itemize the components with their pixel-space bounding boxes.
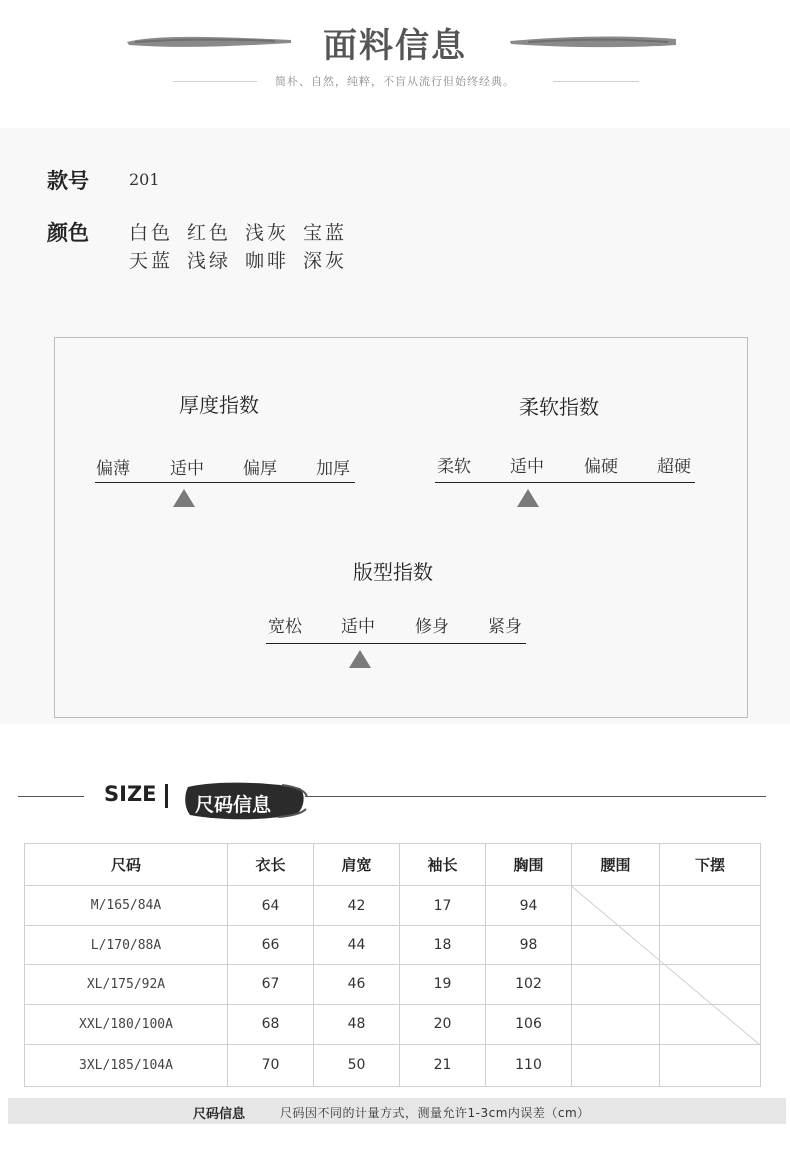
hem-cell: [660, 1004, 761, 1044]
size-divider-left: [18, 796, 84, 797]
softness-scale-line: [435, 482, 695, 483]
color-option: 宝蓝: [303, 222, 348, 244]
size-note-label: 尺码信息: [193, 1107, 246, 1122]
page-subtitle: 简朴、自然，纯粹，不盲从流行但始终经典。: [275, 75, 515, 88]
table-row: [25, 926, 761, 965]
size-cell: L/170/88A: [25, 926, 228, 965]
chest-cell: 102: [486, 965, 572, 1004]
length-cell: 70: [228, 1044, 314, 1086]
table-row: [25, 1004, 761, 1044]
size-cell: 3XL/185/104A: [25, 1044, 228, 1086]
size-cell: XXL/180/100A: [25, 1004, 228, 1044]
thickness-indicator-icon: [173, 489, 195, 507]
color-option: 咖啡: [245, 250, 290, 272]
thickness-label-medium: 适中: [170, 459, 204, 479]
hem-cell: [660, 965, 761, 1004]
sleeve-cell: 20: [400, 1004, 486, 1044]
shoulder-cell: 46: [314, 965, 400, 1004]
color-option: 浅绿: [187, 250, 232, 272]
page-title: 面料信息: [323, 26, 467, 66]
thickness-label-thick: 偏厚: [243, 459, 277, 479]
chest-cell: 94: [486, 886, 572, 926]
length-cell: 64: [228, 886, 314, 926]
softness-label-extra-stiff: 超硬: [657, 457, 691, 477]
page-header: [0, 0, 790, 128]
chest-cell: 106: [486, 1004, 572, 1044]
softness-label-soft: 柔软: [437, 457, 471, 477]
thickness-index-title: 厚度指数: [179, 393, 259, 417]
sleeve-cell: 21: [400, 1044, 486, 1086]
size-title-en: SIZE: [104, 782, 157, 806]
style-number-label: 款号: [47, 169, 89, 193]
header-size: 尺码: [25, 844, 228, 886]
sleeve-cell: 18: [400, 926, 486, 965]
length-cell: 68: [228, 1004, 314, 1044]
shoulder-cell: 44: [314, 926, 400, 965]
waist-cell: [572, 1044, 660, 1086]
waist-cell: [572, 1004, 660, 1044]
hem-cell: [660, 926, 761, 965]
table-row: [25, 886, 761, 926]
waist-cell: [572, 926, 660, 965]
fit-label-loose: 宽松: [268, 617, 302, 637]
size-title-separator: [165, 784, 168, 808]
subtitle-divider-right: [553, 81, 639, 82]
size-cell: XL/175/92A: [25, 965, 228, 1004]
sleeve-cell: 17: [400, 886, 486, 926]
softness-label-medium: 适中: [510, 457, 544, 477]
softness-indicator-icon: [517, 489, 539, 507]
header-sleeve: 袖长: [400, 844, 486, 886]
color-list-row-1: [129, 218, 347, 245]
table-header-row: [25, 844, 761, 886]
color-option: 天蓝: [129, 250, 174, 272]
fit-index-title: 版型指数: [353, 560, 433, 584]
length-cell: 67: [228, 965, 314, 1004]
header-chest: 胸围: [486, 844, 572, 886]
fit-scale-line: [266, 643, 526, 644]
size-title-cn: 尺码信息: [195, 794, 272, 816]
size-divider-right: [305, 796, 766, 797]
sleeve-cell: 19: [400, 965, 486, 1004]
color-option: 深灰: [303, 250, 348, 272]
fit-indicator-icon: [349, 650, 371, 668]
hem-cell: [660, 886, 761, 926]
chest-cell: 110: [486, 1044, 572, 1086]
table-row: [25, 965, 761, 1004]
shoulder-cell: 48: [314, 1004, 400, 1044]
table-row: [25, 1044, 761, 1086]
length-cell: 66: [228, 926, 314, 965]
chest-cell: 98: [486, 926, 572, 965]
color-option: 红色: [187, 222, 232, 244]
thickness-label-extra-thick: 加厚: [316, 459, 350, 479]
header-shoulder: 肩宽: [314, 844, 400, 886]
size-note-text: 尺码因不同的计量方式，测量允许1-3cm内误差（cm）: [280, 1106, 590, 1120]
shoulder-cell: 50: [314, 1044, 400, 1086]
hem-cell: [660, 1044, 761, 1086]
header-hem: 下摆: [660, 844, 761, 886]
fit-label-medium: 适中: [341, 617, 375, 637]
waist-cell: [572, 886, 660, 926]
color-label: 颜色: [47, 221, 89, 245]
fabric-index-panel: [54, 337, 748, 718]
thickness-label-thin: 偏薄: [96, 459, 130, 479]
size-chart-table: [24, 843, 761, 1087]
header-waist: 腰围: [572, 844, 660, 886]
style-number-value: 201: [129, 170, 160, 189]
size-cell: M/165/84A: [25, 886, 228, 926]
brush-stroke-right: [508, 34, 678, 50]
softness-index-title: 柔软指数: [519, 395, 599, 419]
fit-label-slim: 修身: [415, 617, 449, 637]
waist-cell: [572, 965, 660, 1004]
shoulder-cell: 42: [314, 886, 400, 926]
header-length: 衣长: [228, 844, 314, 886]
softness-label-stiff: 偏硬: [584, 457, 618, 477]
color-option: 浅灰: [245, 222, 290, 244]
color-list-row-2: [129, 246, 347, 273]
color-option: 白色: [129, 222, 174, 244]
fit-label-tight: 紧身: [488, 617, 522, 637]
thickness-scale-line: [95, 482, 355, 483]
